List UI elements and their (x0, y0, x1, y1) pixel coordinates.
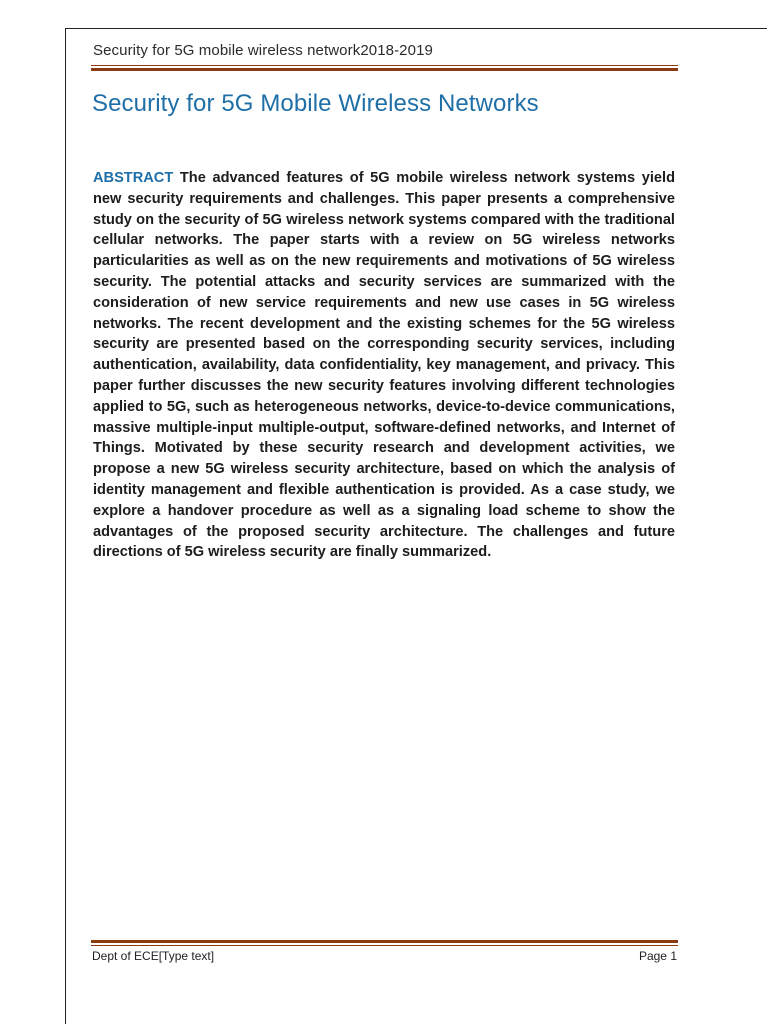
header-rule-thick (91, 68, 678, 71)
page-border-top (65, 28, 767, 29)
footer-department: Dept of ECE[Type text] (92, 949, 215, 963)
abstract-label: ABSTRACT (93, 170, 174, 186)
running-header: Security for 5G mobile wireless network2018-2019 (93, 42, 433, 59)
document-title: Security for 5G Mobile Wireless Networks (92, 90, 539, 117)
abstract-paragraph (93, 168, 675, 563)
footer-rule-thin (91, 945, 678, 946)
page-border-left (65, 28, 66, 1024)
footer-rule-thick (91, 940, 678, 943)
footer-page-number: Page 1 (638, 949, 677, 963)
header-rule-thin (91, 65, 678, 66)
abstract-text: The advanced features of 5G mobile wireless network systems yield new security requirements and challenges. This paper presents a comprehensive study on the security of 5G wireless network systems compared with the traditional cellular networks. The paper starts with a review on 5G wireless networks particularities as well as on the new requirements and motivations of 5G wireless security. The potential attacks and security services are summarized with the consideration of new service requirements and new use cases in 5G wireless networks. The recent development and the existing schemes for the 5G wireless security are presented based on the corresponding security services, including authentication, availability, data confidentiality, key management, and privacy. This paper further discusses the new security features involving different technologies applied to 5G, such as heterogeneous networks, device-to-device communications, massive multiple-input multiple-output, software-defined networks, and Internet of Things. Motivated by these security research and development activities, we propose a new 5G wireless security architecture, based on which the analysis of identity management and flexible authentication is provided. As a case study, we explore a handover procedure as well as a signaling load scheme to show the advantages of the proposed security architecture. The challenges and future directions of 5G wireless security are finally summarized. (93, 170, 675, 561)
